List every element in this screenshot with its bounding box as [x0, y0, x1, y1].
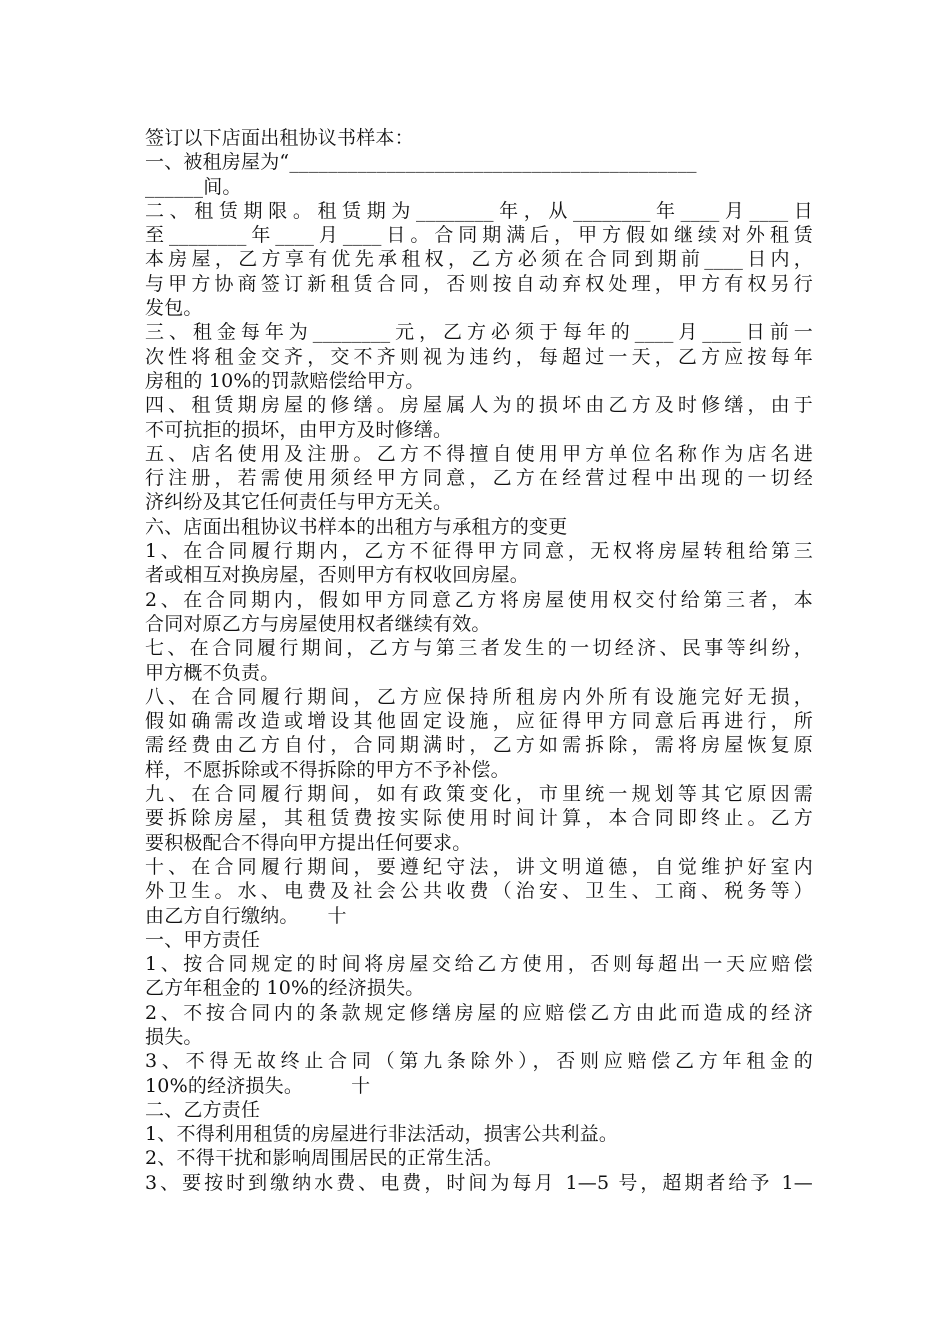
document-line: 发包。 [145, 297, 203, 320]
document-line: 2、在合同期内，假如甲方同意乙方将房屋使用权交付给第三者，本 [145, 588, 813, 611]
document-line: 二、租赁期限。租赁期为________年，从________年____月____日 [145, 199, 813, 222]
document-line: 本房屋，乙方享有优先承租权，乙方必须在合同到期前____日内， [145, 248, 813, 271]
document-line: 济纠纷及其它任何责任与甲方无关。 [145, 491, 453, 514]
document-line: 10%的经济损失。 十 [145, 1074, 371, 1097]
document-line: 至________年____月____日。合同期满后，甲方假如继续对外租赁 [145, 224, 813, 247]
document-line: 外卫生。水、电费及社会公共收费（治安、卫生、工商、税务等） [145, 880, 813, 903]
document-line: 要积极配合不得向甲方提出任何要求。 [145, 831, 472, 854]
document-line: 次性将租金交齐，交不齐则视为违约，每超过一天，乙方应按每年 [145, 345, 813, 368]
document-line: 1、按合同规定的时间将房屋交给乙方使用，否则每超出一天应赔偿 [145, 953, 813, 976]
document-line: 1、不得利用租赁的房屋进行非法活动，损害公共利益。 [145, 1123, 619, 1146]
document-line: 甲方概不负责。 [145, 661, 280, 684]
document-line: 乙方年租金的 10%的经济损失。 [145, 977, 425, 1000]
document-line: 十、在合同履行期间，要遵纪守法，讲文明道德，自觉维护好室内 [145, 855, 813, 878]
document-line: 五、店名使用及注册。乙方不得擅自使用甲方单位名称作为店名进 [145, 442, 813, 465]
document-line: 二、乙方责任 [145, 1098, 261, 1121]
document-line: 四、租赁期房屋的修缮。房屋属人为的损坏由乙方及时修缮，由于 [145, 394, 813, 417]
document-line: 三、租金每年为________元，乙方必须于每年的____月____日前一 [145, 321, 813, 344]
document-line: 房租的 10%的罚款赔偿给甲方。 [145, 369, 425, 392]
document-line: 1、在合同履行期内，乙方不征得甲方同意，无权将房屋转租给第三 [145, 540, 813, 563]
document-line: 签订以下店面出租协议书样本： [145, 127, 414, 149]
document-line: 需经费由乙方自付，合同期满时，乙方如需拆除，需将房屋恢复原 [145, 734, 813, 757]
document-line: 不可抗拒的损坏，由甲方及时修缮。 [145, 418, 453, 441]
document-line: 3、不得无故终止合同（第九条除外），否则应赔偿乙方年租金的 [145, 1050, 813, 1073]
document-line: 损失。 [145, 1025, 203, 1048]
document-line: 合同对原乙方与房屋使用权者继续有效。 [145, 612, 491, 635]
document-line: 2、不得干扰和影响周围居民的正常生活。 [145, 1147, 503, 1170]
document-line: 七、在合同履行期间，乙方与第三者发生的一切经济、民事等纠纷， [145, 637, 813, 660]
document-line: ______间。 [145, 175, 242, 198]
document-line: 样，不愿拆除或不得拆除的甲方不予补偿。 [145, 758, 510, 781]
document-line: 要拆除房屋，其租赁费按实际使用时间计算，本合同即终止。乙方 [145, 807, 813, 830]
document-line: 与甲方协商签订新租赁合同，否则按自动弃权处理，甲方有权另行 [145, 272, 813, 295]
document-line: 者或相互对换房屋，否则甲方有权收回房屋。 [145, 564, 530, 587]
document-line: 六、店面出租协议书样本的出租方与承租方的变更 [145, 515, 568, 538]
document-line: 行注册，若需使用须经甲方同意，乙方在经营过程中出现的一切经 [145, 467, 813, 490]
document-line: 由乙方自行缴纳。 十 [145, 904, 347, 927]
document-line: 八、在合同履行期间，乙方应保持所租房内外所有设施完好无损， [145, 685, 813, 708]
document-line: 一、甲方责任 [145, 928, 261, 951]
document-line: 九、在合同履行期间，如有政策变化，市里统一规划等其它原因需 [145, 783, 813, 806]
document-body [145, 126, 813, 1195]
document-line: 一、被租房屋为“__________________________________________ [145, 151, 697, 174]
document-line: 2、不按合同内的条款规定修缮房屋的应赔偿乙方由此而造成的经济 [145, 1001, 813, 1024]
document-line: 3、要按时到缴纳水费、电费，时间为每月 1—5 号，超期者给予 1— [145, 1171, 813, 1194]
document-line: 假如确需改造或增设其他固定设施，应征得甲方同意后再进行，所 [145, 710, 813, 733]
